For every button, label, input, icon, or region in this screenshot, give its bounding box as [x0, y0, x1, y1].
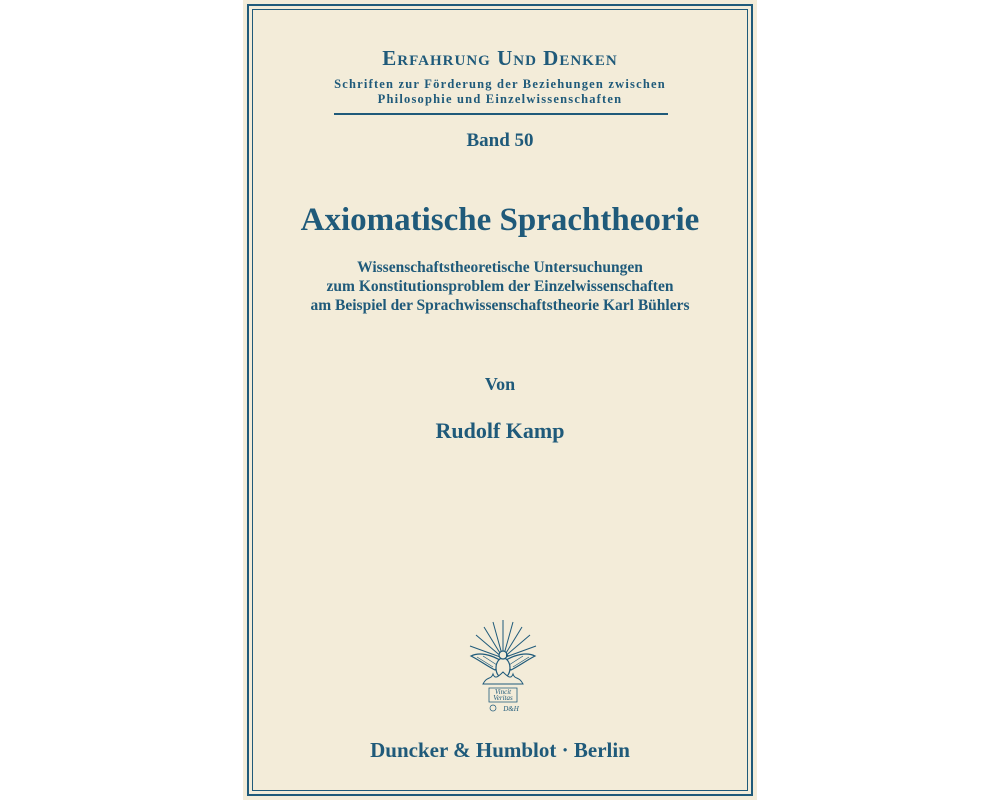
series-subtitle-line1: Schriften zur Förderung der Beziehungen zwischen	[334, 77, 666, 91]
author-name: Rudolf Kamp	[435, 418, 565, 443]
series-divider	[334, 113, 668, 115]
publisher-imprint: Duncker & Humblot · Berlin	[370, 738, 630, 762]
logo-initials: D&H	[503, 705, 519, 713]
logo-motto-line2: Veritas	[493, 694, 513, 702]
logo-motto-line1: Vincit	[494, 688, 512, 696]
series-subtitle-line2: Philosophie und Einzelwissenschaften	[377, 92, 623, 106]
book-subtitle-line2: zum Konstitutionsproblem der Einzelwissenschaften	[326, 278, 674, 295]
book-subtitle-line1: Wissenschaftstheoretische Untersuchungen	[357, 259, 643, 276]
series-title: Erfahrung Und Denken	[382, 46, 618, 70]
volume-number: Band 50	[466, 130, 534, 151]
by-label: Von	[484, 374, 516, 394]
book-cover	[243, 0, 757, 800]
phoenix-emblem-icon	[465, 618, 541, 714]
book-subtitle-line3: am Beispiel der Sprachwissenschaftstheorie Karl Bühlers	[310, 297, 690, 314]
book-title: Axiomatische Sprachtheorie	[300, 202, 700, 238]
